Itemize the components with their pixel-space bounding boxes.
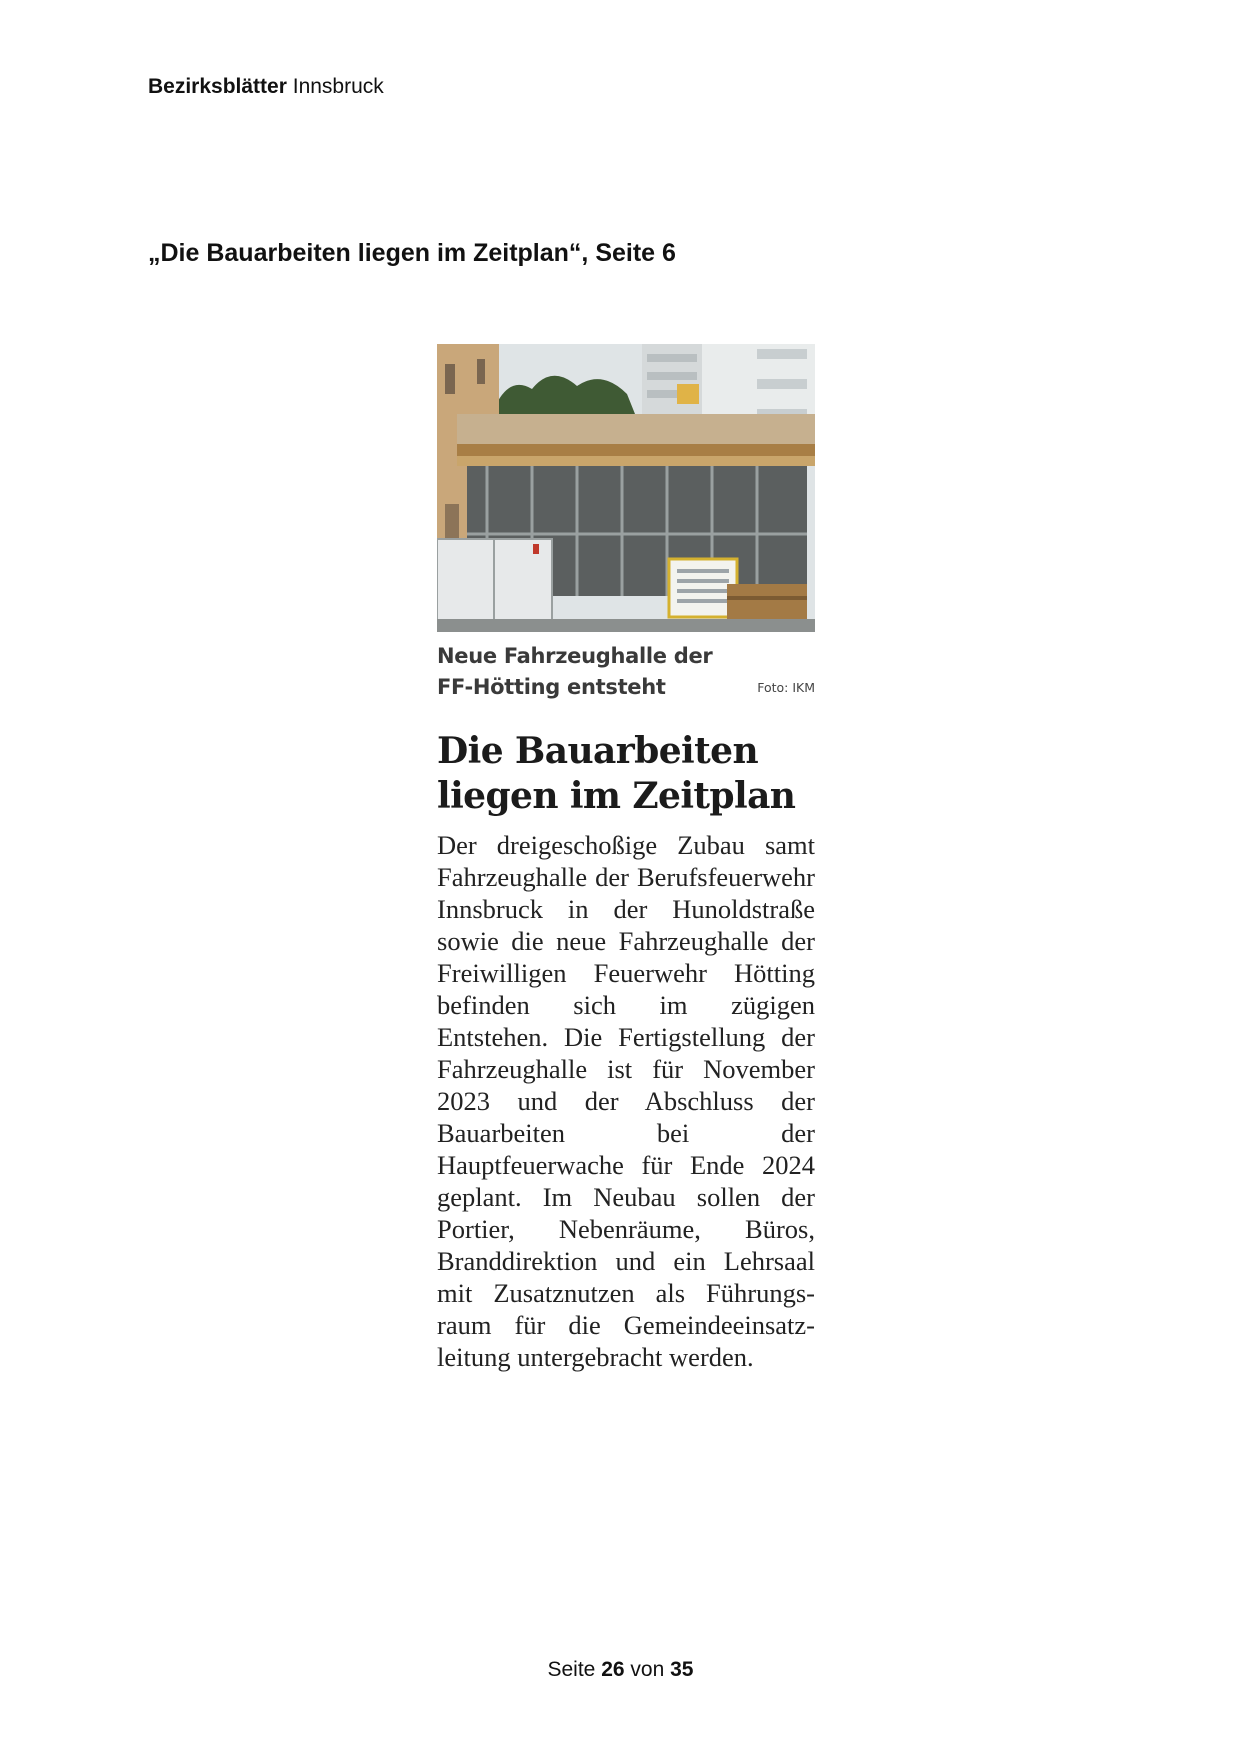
total-page-count: 35 xyxy=(670,1658,694,1681)
publication-name: Bezirksblätter xyxy=(148,75,287,98)
page-label: Seite xyxy=(547,1658,596,1681)
publication-region: Innsbruck xyxy=(292,75,384,98)
page-footer xyxy=(0,1657,1241,1683)
article-body: Der dreigeschoßige Zubau samt Fahrzeughalle der Berufsfeuerwehr Innsbruck in der Hunoldstraße sowie die neue Fahrzeughalle der Freiwilligen Feuerwehr Hötting befinden sich im zügigen Entstehen. Die Fertigstellung der Fahrzeughalle ist für November 2023 und der Abschluss der Bauarbeiten bei der Hauptfeuerwache für Ende 2024 geplant. Im Neubau sollen der Portier, Nebenräume, Büros, Branddirektion und ein Lehrsaal mit Zusatznutzen als Führungsraum für die Gemeindeeinsatzleitung untergebracht werden. xyxy=(437,830,815,1372)
photo-caption: Neue Fahrzeughalle der FF-Hötting entsteht xyxy=(437,644,713,699)
construction-site-photo xyxy=(437,344,815,632)
photo-credit: Foto: IKM xyxy=(757,680,815,695)
page-separator: von xyxy=(630,1658,665,1681)
newspaper-clipping xyxy=(437,344,815,1373)
article-headline: Die Bauarbeiten liegen im Zeitplan xyxy=(437,730,796,817)
photo-caption-row xyxy=(437,641,815,709)
page-header xyxy=(148,74,384,100)
clipping-title: „Die Bauarbeiten liegen im Zeitplan“, Seite 6 xyxy=(148,239,676,267)
current-page-number: 26 xyxy=(601,1658,625,1681)
